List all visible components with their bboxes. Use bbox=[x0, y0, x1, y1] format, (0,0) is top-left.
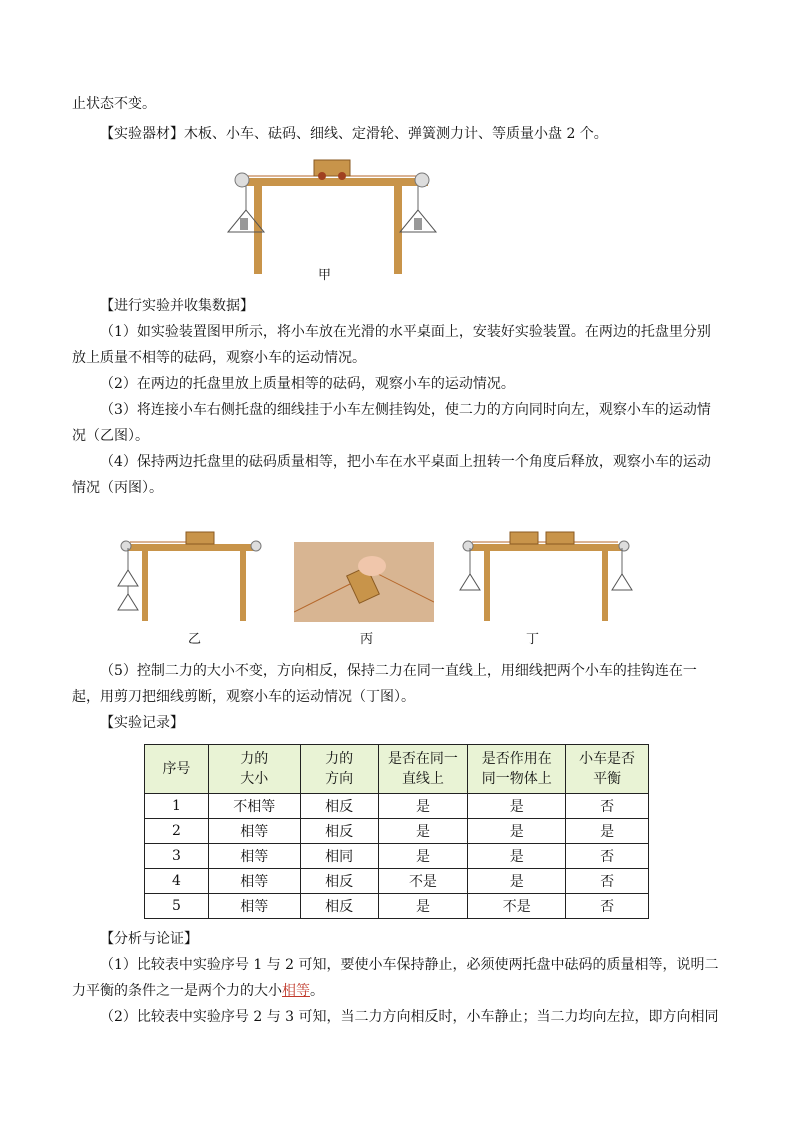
procedure-block-2 bbox=[72, 658, 724, 736]
table-cell: 是 bbox=[468, 869, 566, 894]
table-cell: 相等 bbox=[208, 819, 300, 844]
procedure-step-4: （4）保持两边托盘里的砝码质量相等，把小车在水平桌面上扭转一个角度后释放，观察小车的运动情况（丙图）。 bbox=[72, 454, 711, 496]
analysis-point-2: （2）比较表中实验序号 2 与 3 可知，当二力方向相反时，小车静止；当二力均向左拉，即方向相同 bbox=[100, 1009, 719, 1025]
table-cell: 5 bbox=[145, 894, 209, 919]
procedure-step-5: （5）控制二力的大小不变，方向相反，保持二力在同一直线上，用细线把两个小车的挂钩连在一起，用剪刀把细线剪断，观察小车的运动情况（丁图）。 bbox=[72, 663, 697, 705]
table-cell: 是 bbox=[468, 844, 566, 869]
table-row bbox=[145, 844, 649, 869]
table-cell: 不相等 bbox=[208, 794, 300, 819]
table-row bbox=[145, 894, 649, 919]
table-cell: 相同 bbox=[300, 844, 378, 869]
table-cell: 是 bbox=[378, 794, 468, 819]
table-cell: 否 bbox=[566, 794, 649, 819]
analysis-block bbox=[72, 926, 724, 1030]
analysis-point-1: （1）比较表中实验序号 1 与 2 可知，要使小车保持静止，必须使两托盘中砝码的质量相等，说明二力平衡的条件之一是两个力的大小相等。 bbox=[72, 957, 719, 999]
header-balanced: 小车是否 平衡 bbox=[566, 745, 649, 794]
table-cell: 相反 bbox=[300, 869, 378, 894]
table-cell: 相等 bbox=[208, 869, 300, 894]
table-cell: 4 bbox=[145, 869, 209, 894]
highlight-answer: 相等 bbox=[282, 983, 310, 999]
table-cell: 相等 bbox=[208, 844, 300, 869]
table-cell: 1 bbox=[145, 794, 209, 819]
table-cell: 不是 bbox=[378, 869, 468, 894]
header-magnitude: 力的 大小 bbox=[208, 745, 300, 794]
table-cell: 不是 bbox=[468, 894, 566, 919]
procedure-step-3: （3）将连接小车右侧托盘的细线挂于小车左侧挂钩处，使二力的方向同时向左，观察小车的运动情况（乙图）。 bbox=[72, 402, 711, 444]
header-index: 序号 bbox=[145, 745, 209, 794]
table-row bbox=[145, 869, 649, 894]
table-cell: 2 bbox=[145, 819, 209, 844]
table-cell: 否 bbox=[566, 844, 649, 869]
caption-jia: 甲 bbox=[318, 268, 332, 283]
table-cell: 是 bbox=[378, 819, 468, 844]
record-table bbox=[144, 744, 649, 919]
intro-block bbox=[72, 91, 724, 147]
table-row bbox=[145, 819, 649, 844]
procedure-step-1: （1）如实验装置图甲所示，将小车放在光滑的水平桌面上，安装好实验装置。在两边的托盘里分别放上质量不相等的砝码，观察小车的运动情况。 bbox=[72, 324, 711, 366]
figure-bing bbox=[294, 542, 434, 622]
materials-line: 【实验器材】木板、小车、砝码、细线、定滑轮、弹簧测力计、等质量小盘 2 个。 bbox=[100, 126, 608, 142]
procedure-block bbox=[72, 293, 724, 501]
header-same-object: 是否作用在 同一物体上 bbox=[468, 745, 566, 794]
table-cell: 否 bbox=[566, 869, 649, 894]
table-cell: 相反 bbox=[300, 819, 378, 844]
table-cell: 3 bbox=[145, 844, 209, 869]
table-cell: 相等 bbox=[208, 894, 300, 919]
table-cell: 相反 bbox=[300, 894, 378, 919]
figure-yi bbox=[116, 530, 266, 626]
table-cell: 否 bbox=[566, 894, 649, 919]
caption-yi: 乙 bbox=[188, 632, 202, 647]
record-heading: 【实验记录】 bbox=[100, 715, 184, 731]
table-cell: 是 bbox=[468, 794, 566, 819]
table-row bbox=[145, 794, 649, 819]
figure-jia bbox=[218, 152, 448, 278]
procedure-step-2: （2）在两边的托盘里放上质量相等的砝码，观察小车的运动情况。 bbox=[100, 376, 515, 392]
caption-ding: 丁 bbox=[526, 632, 540, 647]
table-cell: 相反 bbox=[300, 794, 378, 819]
procedure-heading: 【进行实验并收集数据】 bbox=[100, 298, 254, 314]
table-cell: 是 bbox=[378, 844, 468, 869]
table-cell: 是 bbox=[468, 819, 566, 844]
caption-bing: 丙 bbox=[360, 632, 374, 647]
table-header-row bbox=[145, 745, 649, 794]
header-direction: 力的 方向 bbox=[300, 745, 378, 794]
table-cell: 是 bbox=[378, 894, 468, 919]
analysis-heading: 【分析与论证】 bbox=[100, 931, 198, 947]
table-cell: 是 bbox=[566, 819, 649, 844]
intro-line: 止状态不变。 bbox=[72, 96, 156, 112]
figure-ding bbox=[458, 530, 634, 626]
header-same-line: 是否在同一 直线上 bbox=[378, 745, 468, 794]
